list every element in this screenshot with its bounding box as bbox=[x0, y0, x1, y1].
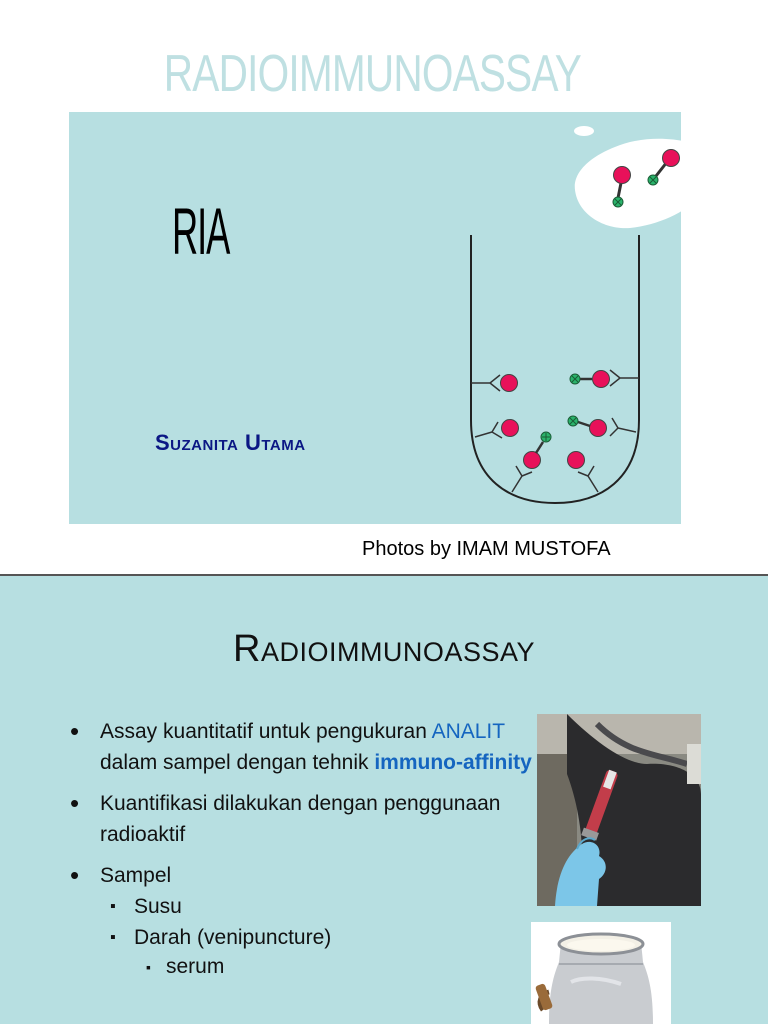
sub-item-darah: ▪ Darah (venipuncture) bbox=[70, 922, 540, 953]
cloud-blob-small bbox=[574, 126, 594, 136]
slide2-title: Radioimmunoassay bbox=[233, 628, 535, 670]
antibodies bbox=[471, 370, 639, 492]
tracers bbox=[536, 374, 592, 453]
cloud-shape bbox=[575, 139, 716, 228]
cow-blood-sampling-photo bbox=[537, 714, 701, 906]
sub-sub-item-serum: ▪ serum bbox=[70, 953, 540, 981]
ria-label: RIA bbox=[172, 194, 230, 268]
test-tube-diagram bbox=[460, 118, 730, 518]
bullet-item-3: • Sampel bbox=[70, 860, 540, 891]
bullet1-text-a: Assay kuantitatif untuk pengukuran bbox=[100, 720, 432, 743]
keyword-analit: ANALIT bbox=[431, 720, 505, 743]
sub-item-susu: ▪ Susu bbox=[70, 891, 540, 922]
bullet-item-2: • Kuantifikasi dilakukan dengan penggunaan radioaktif bbox=[70, 788, 540, 850]
author-name: Suzanita Utama bbox=[155, 430, 306, 455]
milk-can-photo bbox=[531, 922, 671, 1024]
antigens bbox=[501, 371, 610, 469]
test-tube-outline bbox=[471, 235, 639, 503]
slide1-title: RADIOIMMUNOASSAY bbox=[163, 45, 581, 103]
photo-credit: Photos by IMAM MUSTOFA bbox=[362, 538, 611, 560]
keyword-immuno-affinity: immuno-affinity bbox=[374, 751, 532, 774]
bullet-item-1 bbox=[70, 716, 540, 778]
bullet-list bbox=[70, 716, 540, 981]
cloud-blob-tiny bbox=[714, 198, 726, 206]
bullet1-text-b: dalam sampel dengan tehnik bbox=[100, 751, 375, 774]
